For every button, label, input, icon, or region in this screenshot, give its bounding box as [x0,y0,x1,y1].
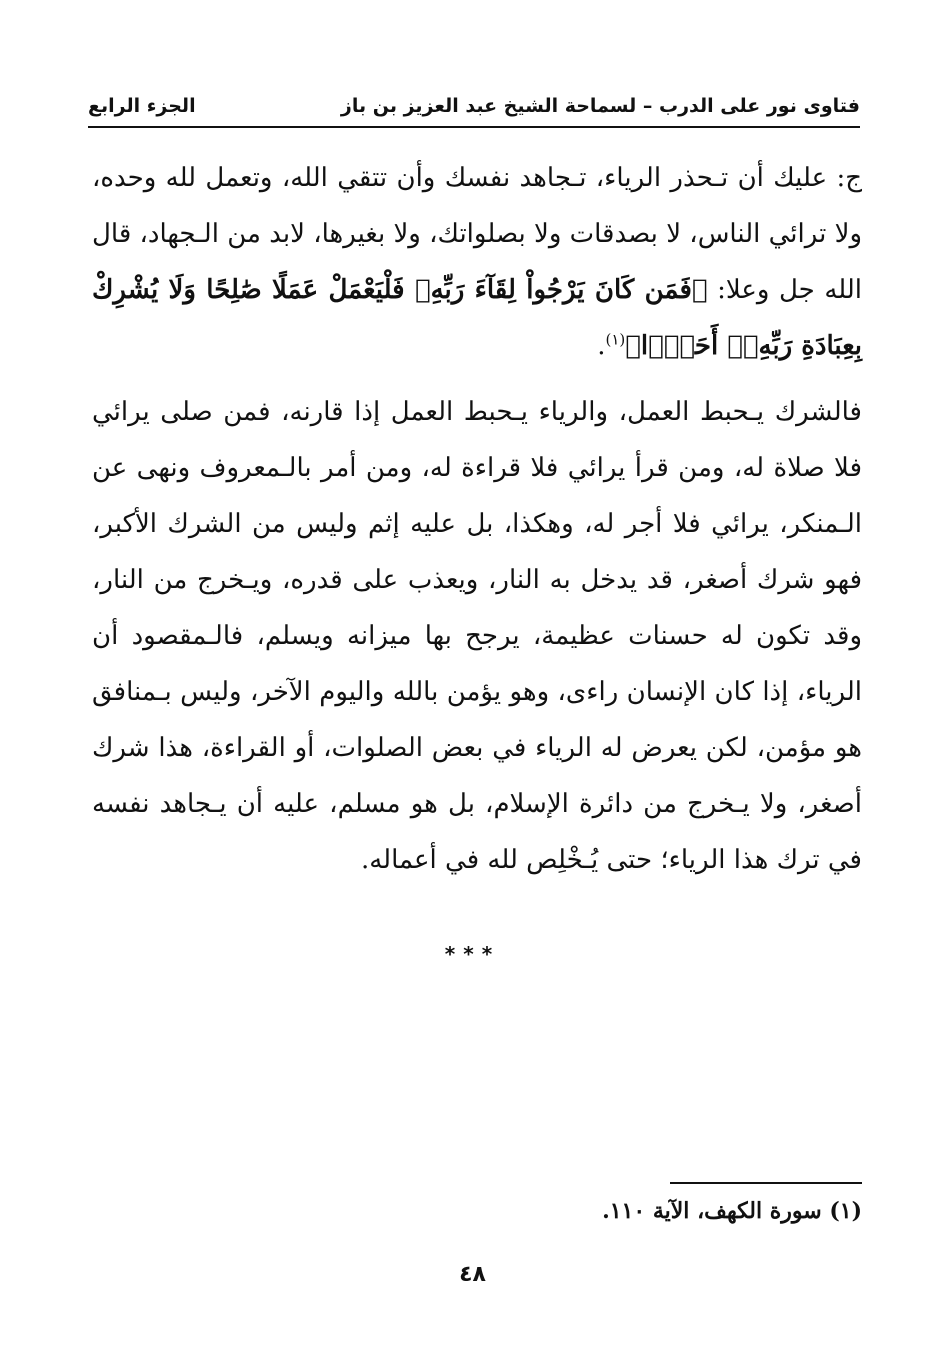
page-number: ٤٨ [459,1262,486,1287]
quran-verse: ﴿فَمَن كَانَ يَرْجُواْ لِقَآءَ رَبِّهِۦ فَلْيَعْمَلْ عَمَلًا صَٰلِحًا وَلَا يُشْرِكْ بِعِبَادَةِ رَبِّهِۦٓ أَحَدًۢا﴾ [92,275,862,361]
answer-paragraph [92,150,862,374]
footnote-reference: (١) [605,330,626,349]
section-separator: *** [444,942,501,966]
running-header [88,86,860,128]
running-header-title: فتاوى نور على الدرب – لسماحة الشيخ عبد العزيز بن باز [340,95,860,117]
running-header-volume: الجزء الرابع [88,95,196,117]
footnote-divider [670,1182,862,1184]
footnote-text: (١) سورة الكهف، الآية ١١٠. [602,1198,862,1224]
explanation-paragraph: فالشرك يـحبط العمل، والرياء يـحبط العمل إذا قارنه، فمن صلى يرائي فلا صلاة له، ومن قرأ يرائي فلا قراءة له، ومن أمر بالـمعروف ونهى عن الـمنكر، يرائي فلا أجر له، وهكذا، بل عليه إثم وليس من الشرك الأكبر، فهو شرك أصغر، قد يدخل به النار، ويعذب على قدره، ويـخرج من النار، وقد تكون له حسنات عظيمة، يرجح بها ميزانه ويسلم، فالـمقصود أن الرياء، إذا كان الإنسان راءى، وهو يؤمن بالله واليوم الآخر، وليس بـمنافق هو مؤمن، لكن يعرض له الرياء في بعض الصلوات، أو القراءة، هذا شرك أصغر، ولا يـخرج من دائرة الإسلام، بل هو مسلم، عليه أن يـجاهد نفسه في ترك هذا الرياء؛ حتى يُـخْلِص لله في أعماله. [92,397,862,875]
answer-end-punctuation: . [597,331,606,361]
answer-lead-text: ج: عليك أن تـحذر الرياء، تـجاهد نفسك وأن تتقي الله، وتعمل لله وحده، ولا ترائي الناس، لا بصدقات ولا بصلواتك، ولا بغيرها، لابد من الـجهاد، قال الله جل وعلا: [92,163,863,305]
